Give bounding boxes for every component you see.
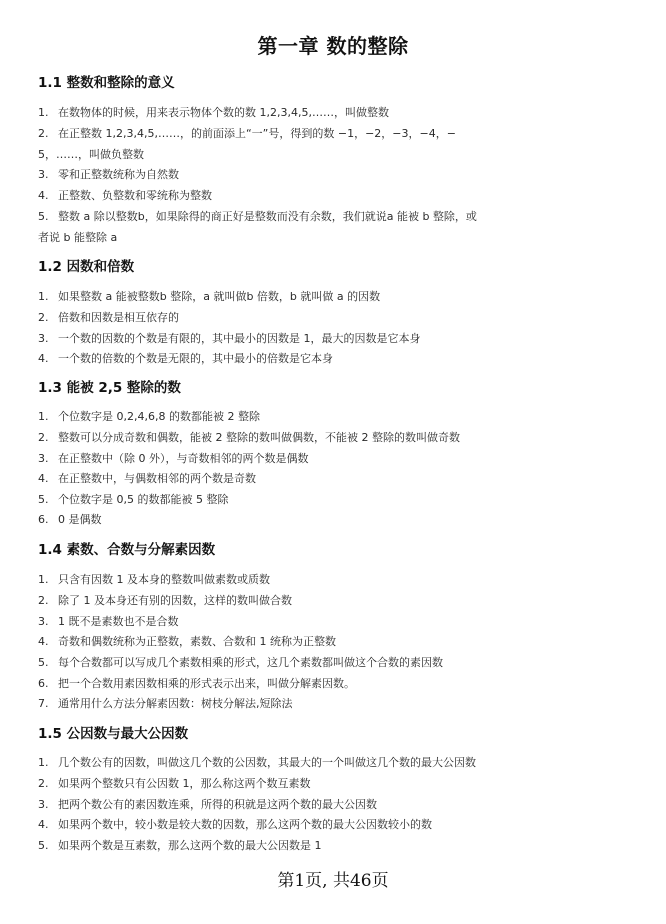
list-item bbox=[38, 816, 432, 832]
section-heading-1-4: 1.4 素数、合数与分解素因数 bbox=[38, 542, 216, 558]
item-number: 3. bbox=[38, 332, 49, 345]
item-number: 5. bbox=[38, 839, 49, 852]
item-number: 1. bbox=[38, 106, 49, 119]
item-continuation: 5，……，叫做负整数 bbox=[38, 148, 144, 161]
item-number: 1. bbox=[38, 410, 49, 423]
item-continuation: 者说 b 能整除 a bbox=[38, 231, 118, 244]
item-text: 只含有因数 1 及本身的整数叫做素数或质数 bbox=[58, 573, 270, 586]
list-item bbox=[38, 208, 477, 224]
item-number: 2. bbox=[38, 594, 49, 607]
item-number: 6. bbox=[38, 513, 49, 526]
item-text: 每个合数都可以写成几个素数相乘的形式，这几个素数都叫做这个合数的素因数 bbox=[58, 656, 443, 669]
list-item bbox=[38, 125, 456, 141]
item-text: 一个数的因数的个数是有限的，其中最小的因数是 1，最大的因数是它本身 bbox=[58, 332, 421, 345]
item-text: 在正整数中，与偶数相邻的两个数是奇数 bbox=[58, 472, 256, 485]
section-heading-1-1: 1.1 整数和整除的意义 bbox=[38, 75, 175, 91]
list-item bbox=[38, 350, 333, 366]
list-item bbox=[38, 796, 377, 812]
list-item bbox=[38, 187, 212, 203]
item-number: 3. bbox=[38, 615, 49, 628]
item-text: 0 是偶数 bbox=[58, 513, 102, 526]
list-item bbox=[38, 592, 292, 608]
item-text: 倍数和因数是相互依存的 bbox=[58, 311, 179, 324]
item-text: 把两个数公有的素因数连乘，所得的积就是这两个数的最大公因数 bbox=[58, 798, 377, 811]
list-item bbox=[38, 633, 336, 649]
list-item bbox=[38, 330, 421, 346]
item-text: 除了 1 及本身还有别的因数，这样的数叫做合数 bbox=[58, 594, 292, 607]
list-item bbox=[38, 429, 460, 445]
item-text: 1 既不是素数也不是合数 bbox=[58, 615, 179, 628]
list-item bbox=[38, 408, 260, 424]
item-text: 在正整数 1,2,3,4,5,……，的前面添上“一”号，得到的数 −1，−2，−3，−4，− bbox=[58, 127, 456, 140]
item-text: 一个数的倍数的个数是无限的，其中最小的倍数是它本身 bbox=[58, 352, 333, 365]
list-item bbox=[38, 675, 355, 691]
item-text: 如果两个整数只有公因数 1，那么称这两个数互素数 bbox=[58, 777, 311, 790]
item-text: 如果两个数是互素数，那么这两个数的最大公因数是 1 bbox=[58, 839, 322, 852]
list-item bbox=[38, 511, 102, 527]
item-number: 4. bbox=[38, 635, 49, 648]
list-item bbox=[38, 571, 270, 587]
list-item bbox=[38, 491, 228, 507]
item-number: 4. bbox=[38, 472, 49, 485]
list-item bbox=[38, 775, 311, 791]
section-heading-1-5: 1.5 公因数与最大公因数 bbox=[38, 726, 189, 742]
page-footer: 第1页, 共46页 bbox=[277, 871, 389, 891]
item-text: 如果两个数中，较小数是较大数的因数，那么这两个数的最大公因数较小的数 bbox=[58, 818, 432, 831]
item-number: 3. bbox=[38, 168, 49, 181]
list-item bbox=[38, 837, 322, 853]
item-number: 5. bbox=[38, 210, 49, 223]
list-item bbox=[38, 166, 179, 182]
item-number: 3. bbox=[38, 452, 49, 465]
item-number: 5. bbox=[38, 656, 49, 669]
item-text: 通常用什么方法分解素因数：树枝分解法,短除法 bbox=[58, 697, 293, 710]
item-number: 2. bbox=[38, 431, 49, 444]
item-text: 奇数和偶数统称为正整数，素数、合数和 1 统称为正整数 bbox=[58, 635, 336, 648]
list-item bbox=[38, 654, 443, 670]
list-item bbox=[38, 309, 179, 325]
item-number: 4. bbox=[38, 189, 49, 202]
item-text: 零和正整数统称为自然数 bbox=[58, 168, 179, 181]
item-text: 个位数字是 0,2,4,6,8 的数都能被 2 整除 bbox=[58, 410, 260, 423]
item-number: 1. bbox=[38, 290, 49, 303]
item-text: 个位数字是 0,5 的数都能被 5 整除 bbox=[58, 493, 229, 506]
list-item bbox=[38, 695, 293, 711]
list-item bbox=[38, 288, 380, 304]
item-text: 在正整数中（除 0 外），与奇数相邻的两个数是偶数 bbox=[58, 452, 309, 465]
item-number: 2. bbox=[38, 311, 49, 324]
list-item bbox=[38, 613, 179, 629]
chapter-title: 第一章 数的整除 bbox=[257, 34, 409, 58]
item-text: 在数物体的时候，用来表示物体个数的数 1,2,3,4,5,……，叫做整数 bbox=[58, 106, 389, 119]
list-item bbox=[38, 104, 389, 120]
section-heading-1-3: 1.3 能被 2,5 整除的数 bbox=[38, 380, 181, 396]
item-number: 6. bbox=[38, 677, 49, 690]
item-number: 2. bbox=[38, 127, 49, 140]
item-text: 把一个合数用素因数相乘的形式表示出来，叫做分解素因数。 bbox=[58, 677, 355, 690]
item-text: 正整数、负整数和零统称为整数 bbox=[58, 189, 212, 202]
item-text: 几个数公有的因数，叫做这几个数的公因数，其最大的一个叫做这几个数的最大公因数 bbox=[58, 756, 476, 769]
item-number: 3. bbox=[38, 798, 49, 811]
list-item bbox=[38, 470, 256, 486]
item-text: 如果整数 a 能被整数b 整除，a 就叫做b 倍数，b 就叫做 a 的因数 bbox=[58, 290, 381, 303]
list-item bbox=[38, 450, 309, 466]
item-number: 5. bbox=[38, 493, 49, 506]
section-heading-1-2: 1.2 因数和倍数 bbox=[38, 259, 135, 275]
item-number: 4. bbox=[38, 818, 49, 831]
item-text: 整数可以分成奇数和偶数，能被 2 整除的数叫做偶数，不能被 2 整除的数叫做奇数 bbox=[58, 431, 460, 444]
list-item bbox=[38, 754, 476, 770]
item-number: 4. bbox=[38, 352, 49, 365]
item-number: 1. bbox=[38, 756, 49, 769]
item-number: 7. bbox=[38, 697, 49, 710]
item-number: 1. bbox=[38, 573, 49, 586]
item-number: 2. bbox=[38, 777, 49, 790]
item-text: 整数 a 除以整数b，如果除得的商正好是整数而没有余数，我们就说a 能被 b 整除，或 bbox=[58, 210, 477, 223]
